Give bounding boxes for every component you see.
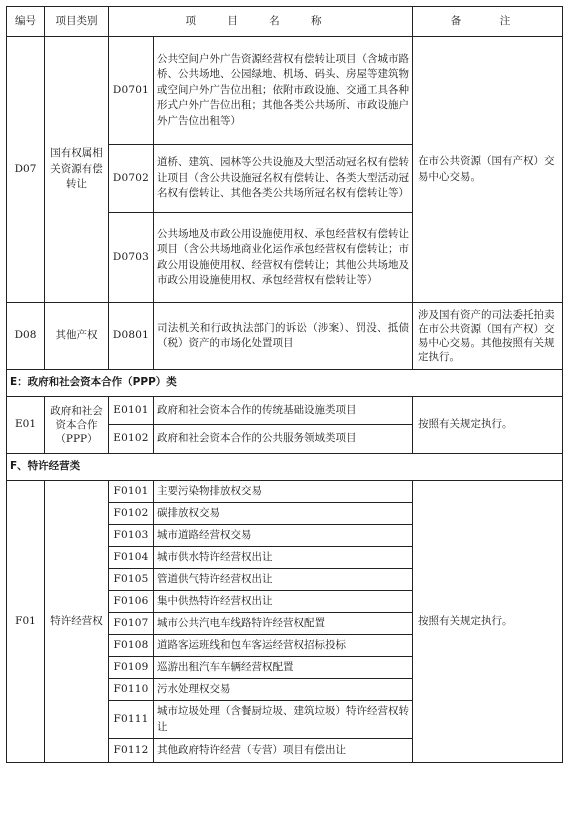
- header-category: 项目类别: [45, 7, 109, 37]
- item-name: 城市垃圾处理（含餐厨垃圾、建筑垃圾）特许经营权转让: [154, 701, 413, 739]
- row-remark: 在市公共资源（国有产权）交易中心交易。: [413, 37, 563, 303]
- item-code: F0105: [109, 569, 154, 591]
- section-row: [7, 454, 563, 481]
- item-name: 道桥、建筑、园林等公共设施及大型活动冠名权有偿转让项目（含公共设施冠名权有偿转让、各类大型活动冠名权有偿转让、其他各类公共场所冠名权有偿转让等）: [154, 145, 413, 213]
- row-category: 特许经营权: [45, 481, 109, 763]
- header-number: 编号: [7, 7, 45, 37]
- table-row: [7, 481, 563, 503]
- header-remark: [413, 7, 563, 37]
- table-row: [7, 303, 563, 370]
- item-name: 城市供水特许经营权出让: [154, 547, 413, 569]
- item-name: 污水处理权交易: [154, 679, 413, 701]
- table-row: [7, 397, 563, 425]
- item-code: E0101: [109, 397, 154, 425]
- row-code: D07: [7, 37, 45, 303]
- item-name: 道路客运班线和包车客运经营权招标投标: [154, 635, 413, 657]
- item-code: D0801: [109, 303, 154, 370]
- row-category: 国有权属相关资源有偿转让: [45, 37, 109, 303]
- item-name: 巡游出租汽车车辆经营权配置: [154, 657, 413, 679]
- item-code: F0103: [109, 525, 154, 547]
- row-category: 政府和社会资本合作（PPP）: [45, 397, 109, 454]
- item-code: F0112: [109, 739, 154, 763]
- section-e-title: E：政府和社会资本合作（PPP）类: [7, 370, 563, 397]
- item-name: 集中供热特许经营权出让: [154, 591, 413, 613]
- item-name: 其他政府特许经营（专营）项目有偿出让: [154, 739, 413, 763]
- header-project-name-text: 项 目 名 称: [185, 14, 336, 27]
- header-remark-text: 备 注: [450, 14, 525, 27]
- row-remark: 按照有关规定执行。: [413, 481, 563, 763]
- item-code: E0102: [109, 425, 154, 454]
- item-name: 碳排放权交易: [154, 503, 413, 525]
- row-remark: 涉及国有资产的司法委托拍卖在市公共资源（国有产权）交易中心交易。其他按照有关规定执行。: [413, 303, 563, 370]
- section-row: [7, 370, 563, 397]
- item-code: D0703: [109, 213, 154, 303]
- item-name: 公共场地及市政公用设施使用权、承包经营权有偿转让项目（含公共场地商业化运作承包经营权有偿转让；市政公用设施使用权、经营权有偿转让；其他公共场地及市政公用设施使用权、承包经营权有偿转让等）: [154, 213, 413, 303]
- project-catalog-table: [6, 6, 563, 763]
- item-code: F0104: [109, 547, 154, 569]
- item-code: F0109: [109, 657, 154, 679]
- table-header-row: [7, 7, 563, 37]
- item-name: 城市道路经营权交易: [154, 525, 413, 547]
- section-f-title: F、特许经营类: [7, 454, 563, 481]
- item-code: D0702: [109, 145, 154, 213]
- item-code: F0111: [109, 701, 154, 739]
- row-remark: 按照有关规定执行。: [413, 397, 563, 454]
- item-name: 政府和社会资本合作的公共服务领域类项目: [154, 425, 413, 454]
- item-code: F0102: [109, 503, 154, 525]
- item-name: 司法机关和行政执法部门的诉讼（涉案）、罚没、抵债（税）资产的市场化处置项目: [154, 303, 413, 370]
- item-name: 城市公共汽电车线路特许经营权配置: [154, 613, 413, 635]
- item-code: F0108: [109, 635, 154, 657]
- item-name: 管道供气特许经营权出让: [154, 569, 413, 591]
- header-project-name: [109, 7, 413, 37]
- row-code: D08: [7, 303, 45, 370]
- item-code: F0106: [109, 591, 154, 613]
- item-code: F0107: [109, 613, 154, 635]
- row-code: E01: [7, 397, 45, 454]
- item-code: F0110: [109, 679, 154, 701]
- item-code: D0701: [109, 37, 154, 145]
- item-code: F0101: [109, 481, 154, 503]
- table-row: [7, 37, 563, 145]
- row-category: 其他产权: [45, 303, 109, 370]
- row-code: F01: [7, 481, 45, 763]
- item-name: 公共空间户外广告资源经营权有偿转让项目（含城市路桥、公共场地、公园绿地、机场、码头、房屋等建筑物或空间户外广告位出租；依附市政设施、交通工具各种形式户外广告位出租；其他各类公共场所、市政设施户外广告位出租等）: [154, 37, 413, 145]
- item-name: 主要污染物排放权交易: [154, 481, 413, 503]
- item-name: 政府和社会资本合作的传统基础设施类项目: [154, 397, 413, 425]
